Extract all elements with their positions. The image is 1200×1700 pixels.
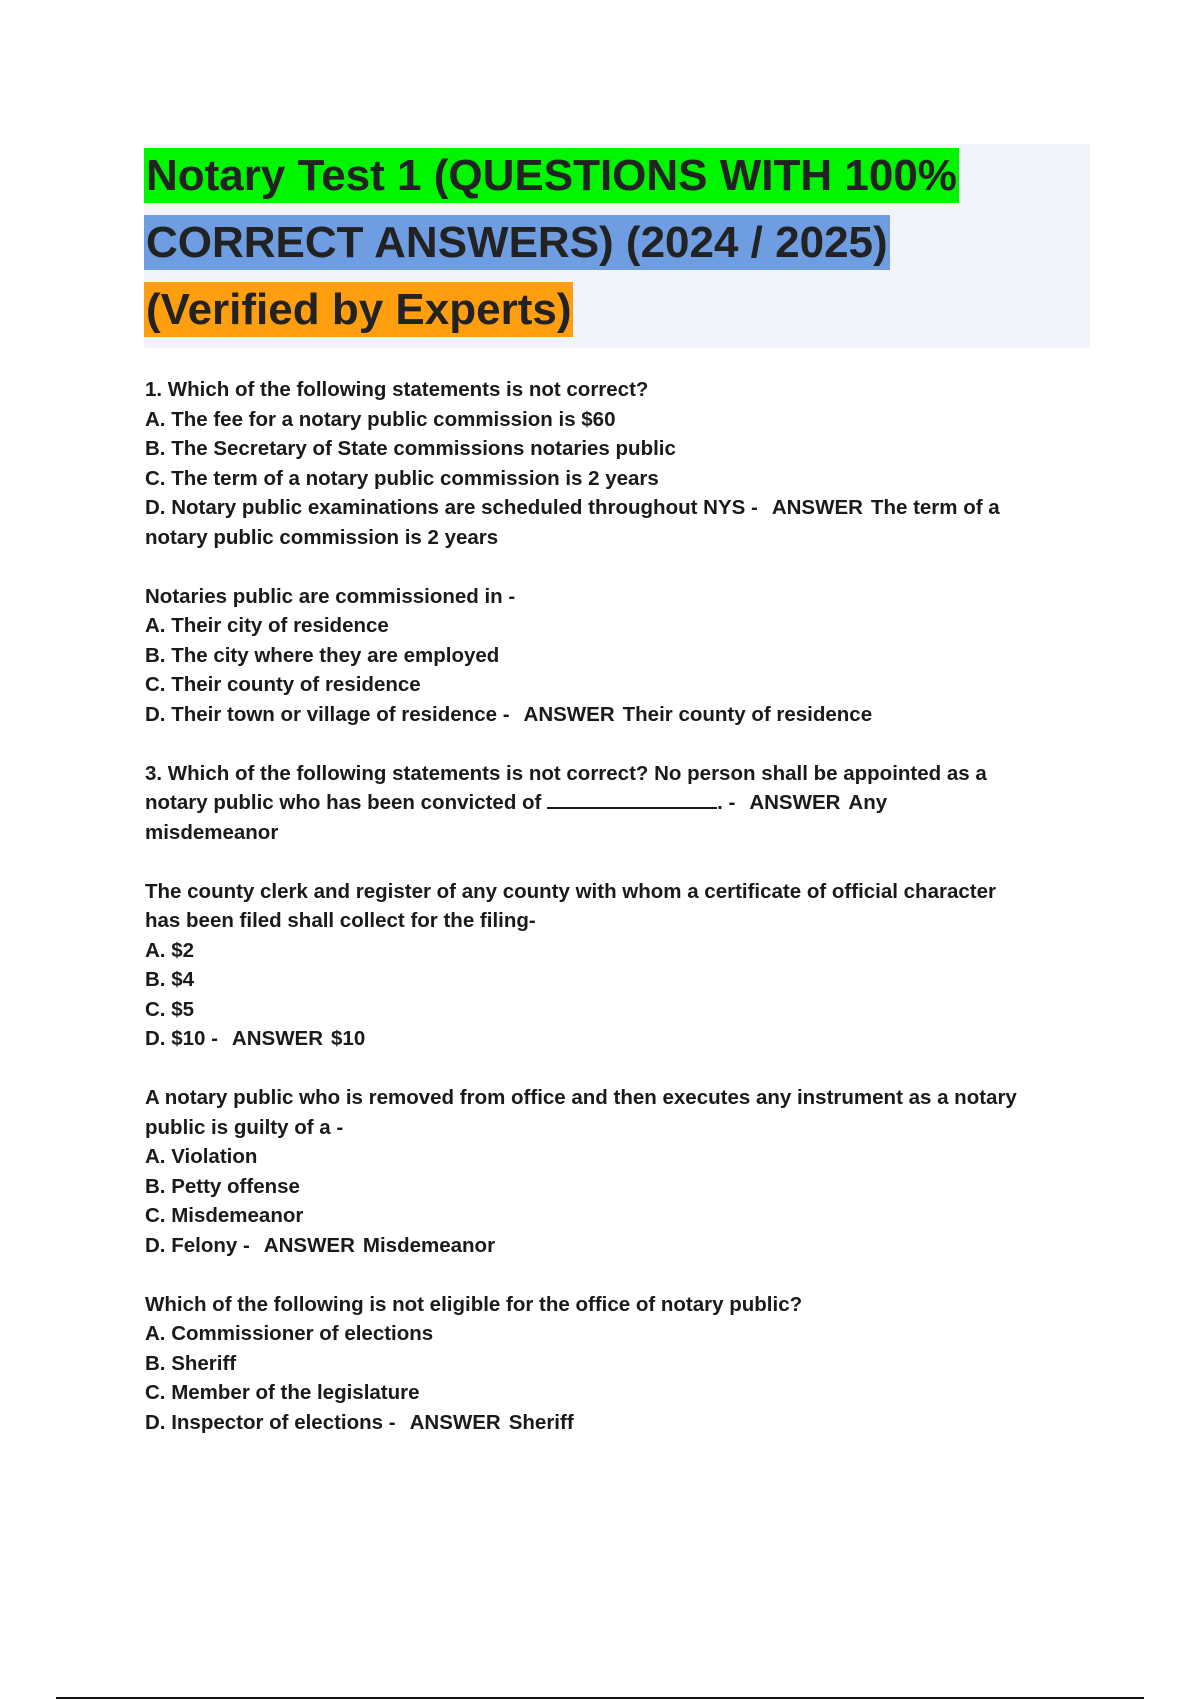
question-text: Notaries public are commissioned in - [145,584,516,608]
question-4 [145,877,1095,1054]
question-text-continued: has been filed shall collect for the filing- [145,909,536,932]
option-c: C. $5 [145,997,194,1021]
answer-text: Their county of residence [622,702,873,726]
question-text: A notary public who is removed from office and then executes any instrument as a notary [145,1086,1017,1109]
question-5 [145,1083,1095,1260]
option-a: A. The fee for a notary public commission is $60 [145,407,616,431]
answer-label: ANSWER [749,791,841,814]
answer-text: The term of a [870,496,1000,519]
option-c: C. Member of the legislature [145,1381,420,1404]
question-text: The county clerk and register of any county with whom a certificate of official character [145,879,996,903]
question-3 [145,759,1095,848]
option-d-with-answer [145,1408,1095,1438]
option-a: A. Violation [145,1145,258,1168]
answer-label: ANSWER [231,1027,324,1050]
option-d: D. Felony - [145,1233,250,1257]
option-b: B. The Secretary of State commissions notaries public [145,437,676,460]
option-d: D. $10 - [145,1027,218,1050]
option-d-with-answer [145,1024,1095,1054]
option-b: B. $4 [145,968,194,991]
question-text-continued: public is guilty of a - [145,1115,344,1139]
option-b: B. The city where they are employed [145,643,500,667]
question-list [145,375,1095,1467]
option-d: D. Inspector of elections - [145,1410,396,1434]
option-c: C. The term of a notary public commission is 2 years [145,466,659,490]
option-d-with-answer [145,700,1095,730]
page-bottom-rule [56,1697,1144,1699]
answer-label: ANSWER [771,496,863,519]
option-c: C. Misdemeanor [145,1204,304,1227]
title-line-1: Notary Test 1 (QUESTIONS WITH 100% [144,148,959,203]
option-d: D. Their town or village of residence - [145,702,510,726]
fill-in-blank [547,789,717,809]
title-line-3: (Verified by Experts) [144,282,573,337]
answer-text: Sheriff [508,1410,574,1434]
question-text-continued: notary public who has been convicted of [145,791,542,814]
blank-suffix: . - [717,791,736,814]
option-c: C. Their county of residence [145,673,421,696]
answer-label: ANSWER [523,702,615,726]
title-line-2: CORRECT ANSWERS) (2024 / 2025) [144,215,890,270]
question-text: 1. Which of the following statements is not correct? [145,378,649,401]
option-a: A. $2 [145,938,194,962]
answer-text-continued: notary public commission is 2 years [145,525,499,549]
option-d-with-answer [145,1231,1095,1261]
answer-label: ANSWER [263,1233,355,1257]
document-title [144,144,1090,348]
option-b: B. Sheriff [145,1351,237,1375]
answer-text: $10 [331,1027,366,1050]
option-b: B. Petty offense [145,1174,300,1198]
answer-text-continued: misdemeanor [145,820,279,844]
question-2 [145,582,1095,730]
answer-label: ANSWER [409,1410,501,1434]
question-text: 3. Which of the following statements is not correct? No person shall be appointed as a [145,761,987,785]
option-a: A. Their city of residence [145,614,389,637]
option-d: D. Notary public examinations are scheduled throughout NYS - [145,496,758,519]
option-a: A. Commissioner of elections [145,1322,434,1345]
question-1 [145,375,1095,552]
question-text-with-answer [145,788,1095,818]
answer-text: Any [848,791,888,814]
question-6 [145,1290,1095,1438]
option-d-with-answer [145,493,1095,523]
answer-text: Misdemeanor [362,1233,496,1257]
question-text: Which of the following is not eligible for the office of notary public? [145,1292,803,1316]
